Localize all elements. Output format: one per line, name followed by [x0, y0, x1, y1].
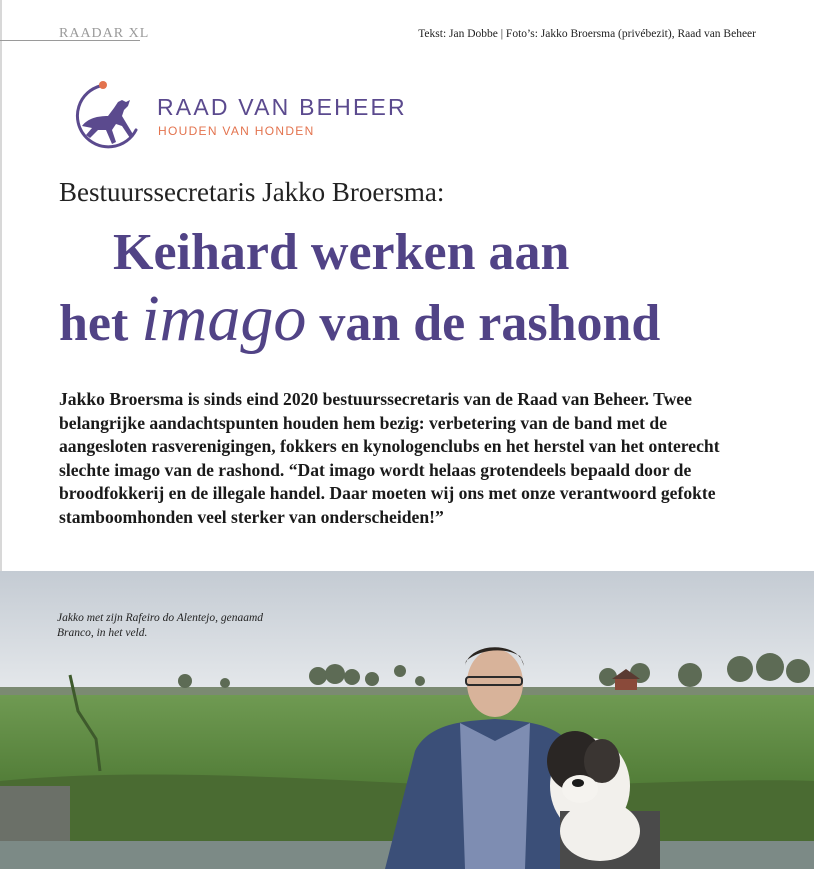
- headline-emphasis: imago: [141, 282, 307, 355]
- raad-van-beheer-logo: [70, 80, 430, 156]
- photo-caption: Jakko met zijn Rafeiro do Alentejo, genaamd Branco, in het veld.: [57, 612, 263, 639]
- article-kicker: Bestuurssecretaris Jakko Broersma:: [59, 177, 445, 207]
- page-header: [59, 26, 756, 46]
- section-label: RAADAR XL: [59, 26, 150, 41]
- article-headline: [59, 220, 779, 357]
- logo-name: RAAD VAN BEHEER: [157, 94, 407, 120]
- leaping-dog-logo-icon: [70, 80, 144, 154]
- headline-line-2-pre: het: [59, 295, 142, 352]
- article-lead: Jakko Broersma is sinds eind 2020 bestuurssecretaris van de Raad van Beheer. Twee belangrijke aandachtspunten houden hem bezig: verbetering van de band met de aangesloten rasverenigingen, fokkers en kynologenclubs en het herstel van het onterecht slechte imago van de rashond. “Dat imago wordt helaas grotendeels bepaald door de broodfokkerij en de illegale handel. Daar moeten wij ons met onze verantwoord gefokte stamboomhonden veel sterker van onderscheiden!”: [59, 389, 720, 527]
- credits: Tekst: Jan Dobbe | Foto’s: Jakko Broersma (privébezit), Raad van Beheer: [418, 28, 756, 40]
- logo-tagline: HOUDEN VAN HONDEN: [158, 124, 315, 138]
- headline-line-1: Keihard werken aan: [113, 224, 570, 281]
- headline-line-2: [59, 282, 779, 357]
- headline-line-2-post: van de rashond: [306, 295, 661, 352]
